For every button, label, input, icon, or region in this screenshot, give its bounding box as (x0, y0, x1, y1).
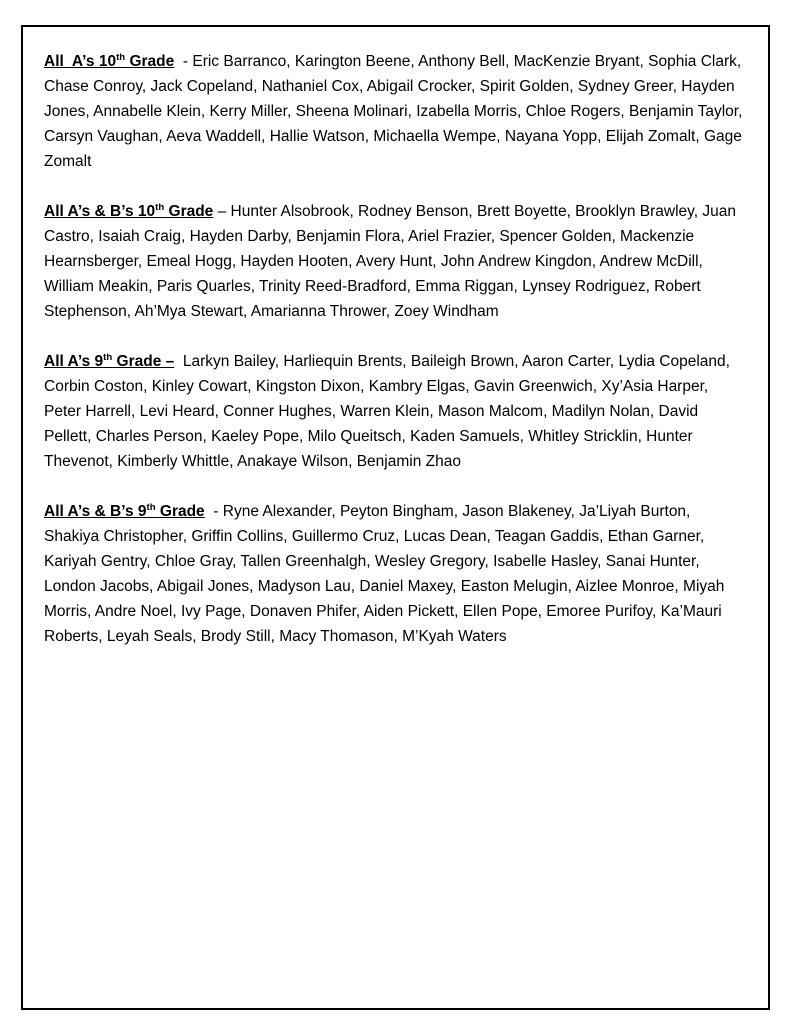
honor-roll-section-all-ab-9th (44, 499, 746, 649)
ordinal-superscript: th (103, 351, 113, 363)
page-border-frame (21, 25, 770, 1010)
heading-text: All A’s & B’s 9 (44, 503, 147, 520)
names-list: Ryne Alexander, Peyton Bingham, Jason Blakeney, Ja’Liyah Burton, Shakiya Christopher, Griffin Collins, Guillermo Cruz, Lucas Dean, Teagan Gaddis, Ethan Garner, Kariyah Gentry, Chloe Gray, Tallen Greenhalgh, Wesley Gregory, Isabelle Hasley, Sanai Hunter, London Jacobs, Abigail Jones, Madyson Lau, Daniel Maxey, Easton Melugin, Aizlee Monroe, Miyah Morris, Andre Noel, Ivy Page, Donaven Phifer, Aiden Pickett, Ellen Pope, Emoree Purifoy, Ka’Mauri Roberts, Leyah Seals, Brody Still, Macy Thomason, M’Kyah Waters (44, 503, 729, 645)
honor-roll-section-all-ab-10th (44, 199, 746, 324)
honor-roll-section-all-a-10th (44, 49, 746, 174)
heading-text-tail: Grade (155, 503, 205, 520)
heading-text: All A’s 10 (44, 53, 117, 70)
heading-text-tail: Grade (164, 203, 214, 220)
section-heading (44, 203, 213, 220)
heading-separator: - (174, 53, 193, 70)
section-heading (44, 353, 174, 370)
heading-text-tail: Grade (125, 53, 175, 70)
heading-text: All A’s & B’s 10 (44, 203, 156, 220)
heading-separator: – (213, 203, 231, 220)
ordinal-superscript: th (116, 51, 126, 63)
heading-text-tail: Grade – (112, 353, 175, 370)
heading-separator: - (204, 503, 223, 520)
ordinal-superscript: th (155, 201, 165, 213)
heading-text: All A’s 9 (44, 353, 104, 370)
names-list: Hunter Alsobrook, Rodney Benson, Brett Boyette, Brooklyn Brawley, Juan Castro, Isaiah Craig, Hayden Darby, Benjamin Flora, Ariel Frazier, Spencer Golden, Mackenzie Hearnsberger, Emeal Hogg, Hayden Hooten, Avery Hunt, John Andrew Kingdon, Andrew McDill, William Meakin, Paris Quarles, Trinity Reed-Bradford, Emma Riggan, Lynsey Rodriguez, Robert Stephenson, Ah’Mya Stewart, Amarianna Thrower, Zoey Windham (44, 203, 741, 320)
names-list: Larkyn Bailey, Harliequin Brents, Baileigh Brown, Aaron Carter, Lydia Copeland, Corbin Coston, Kinley Cowart, Kingston Dixon, Kambry Elgas, Gavin Greenwich, Xy’Asia Harper, Peter Harrell, Levi Heard, Conner Hughes, Warren Klein, Mason Malcom, Madilyn Nolan, David Pellett, Charles Person, Kaeley Pope, Milo Queitsch, Kaden Samuels, Whitley Stricklin, Hunter Thevenot, Kimberly Whittle, Anakaye Wilson, Benjamin Zhao (44, 353, 735, 470)
section-heading (44, 503, 205, 520)
heading-separator (174, 353, 183, 370)
honor-roll-section-all-a-9th (44, 349, 746, 474)
ordinal-superscript: th (146, 501, 156, 513)
names-list: Eric Barranco, Karington Beene, Anthony Bell, MacKenzie Bryant, Sophia Clark, Chase Conroy, Jack Copeland, Nathaniel Cox, Abigail Crocker, Spirit Golden, Sydney Greer, Hayden Jones, Annabelle Klein, Kerry Miller, Sheena Molinari, Izabella Morris, Chloe Rogers, Benjamin Taylor, Carsyn Vaughan, Aeva Waddell, Hallie Watson, Michaella Wempe, Nayana Yopp, Elijah Zomalt, Gage Zomalt (44, 53, 747, 170)
section-heading (44, 53, 174, 70)
